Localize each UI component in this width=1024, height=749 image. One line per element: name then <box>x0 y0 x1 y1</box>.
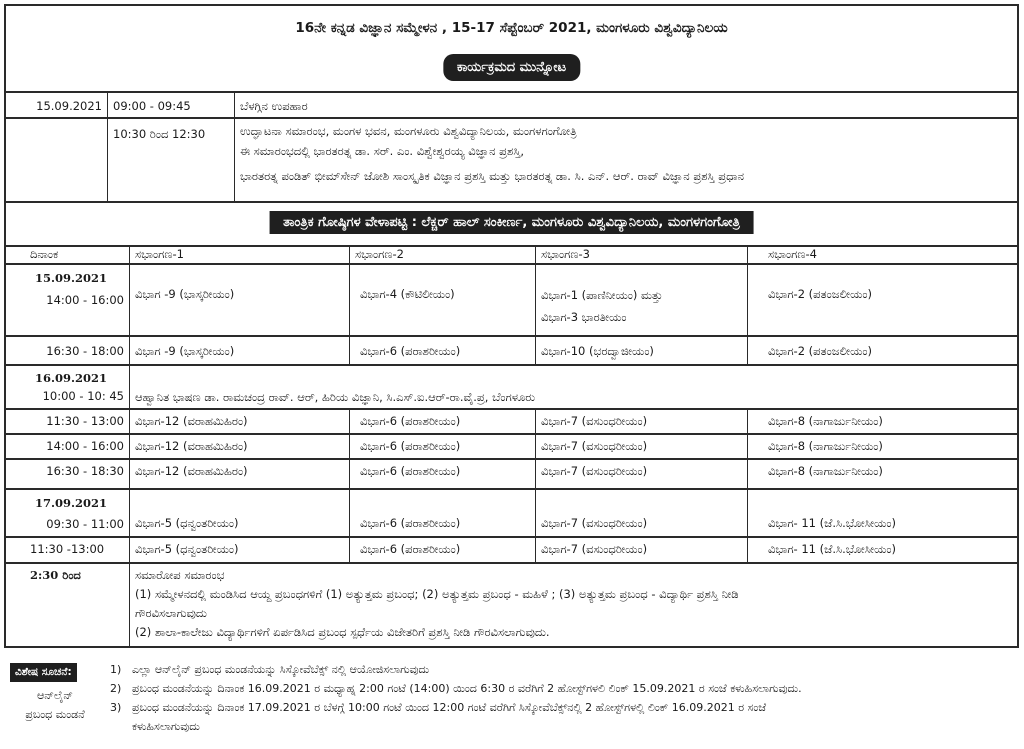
table-row <box>6 265 1017 337</box>
session-cell: ವಿಭಾಗ-8 (ನಾಗಾರ್ಜುನೀಯಂ) <box>768 464 883 478</box>
session-cell: ವಿಭಾಗ-1 (ಪಾಣಿನೀಯಂ) ಮತ್ತು ವಿಭಾಗ-3 ಭಾರತೀಯಂ <box>536 265 748 335</box>
session-cell: ವಿಭಾಗ-2 (ಪತಂಜಲೀಯಂ) <box>768 344 872 358</box>
banner-text: ತಾಂತ್ರಿಕ ಗೋಷ್ಠಿಗಳ ವೇಳಾಪಟ್ಟಿ : ಲೆಕ್ಚರ್ ಹಾಲ್ ಸಂಕೀರ್ಣ, ಮಂಗಳೂರು ವಿಶ್ವವಿದ್ಯಾನಿಲಯ, ಮಂಗಳಗಂಗೋತ್ರಿ <box>269 211 754 234</box>
empty-cell <box>6 119 108 201</box>
session-cell: ವಿಭಾಗ-10 (ಭರದ್ವಾಜೀಯಂ) <box>536 337 748 364</box>
note-item: 3) ಪ್ರಬಂಧ ಮಂಡನೆಯನ್ನು ದಿನಾಂಕ 17.09.2021 ರ ಬೆಳಗ್ಗೆ 10:00 ಗಂಟೆ ಯಿಂದ 12:00 ಗಂಟೆ ವರೆಗಿಗೆ ಸಿಸ್ಕೋವೆಬೆಕ್ಸ್‌ನಲ್ಲಿ 2 ಹೋಸ್ಟ್‌ಗಳಲ್ಲಿ ಲಿಂಕ್ 16.09.2021 ರ ಸಂಜೆ <box>110 701 767 714</box>
date-time-cell: 16.09.2021 10:00 - 10: 45 <box>6 366 130 408</box>
session-cell: ವಿಭಾಗ-12 (ವರಾಹಮಿಹಿರಂ) <box>130 435 350 458</box>
note-item: 1) ಎಲ್ಲಾ ಆನ್‌ಲೈನ್ ಪ್ರಬಂಧ ಮಂಡನೆಯನ್ನು ಸಿಸ್ಕೋವೆಬೆಕ್ಸ್ ನಲ್ಲಿ ಆಯೋಜಿಸಲಾಗುವುದು <box>110 663 430 676</box>
date-time-cell: 15.09.2021 14:00 - 16:00 <box>6 265 130 335</box>
session-cell: ವಿಭಾಗ-4 (ಕೌಟಿಲೀಯಂ) <box>350 265 536 335</box>
header-hall-4: ಸಭಾಂಗಣ-4 <box>768 247 817 261</box>
session-cell: ವಿಭಾಗ-8 (ನಾಗಾರ್ಜುನೀಯಂ) <box>768 439 883 453</box>
closing-time: 2:30 ರಿಂದ <box>6 564 130 646</box>
time-cell: 16:30 - 18:30 <box>6 460 130 488</box>
special-notes-tag: ವಿಶೇಷ ಸೂಚನೆ: <box>10 663 77 682</box>
programme-overview-badge: ಕಾರ್ಯಕ್ರಮದ ಮುನ್ನೋಟ <box>443 54 580 81</box>
date-time-cell: 17.09.2021 09:30 - 11:00 <box>6 490 130 536</box>
keynote-cell: ಆಹ್ವಾನಿತ ಭಾಷಣ ಡಾ. ರಾಮಚಂದ್ರ ರಾವ್. ಆರ್, ಹಿರಿಯ ವಿಜ್ಞಾನಿ, ಸಿ.ಎಸ್.ಐ.ಆರ್-ರಾ.ವೈ.ಪ್ರ, ಬೆಂಗಳೂರು <box>135 390 536 404</box>
session-cell: ವಿಭಾಗ-6 (ಪರಾಶರೀಯಂ) <box>350 337 536 364</box>
session-cell: ವಿಭಾಗ-6 (ಪರಾಶರೀಯಂ) <box>350 460 536 488</box>
session-cell: ವಿಭಾಗ-7 (ವಸುಂಧರೀಯಂ) <box>536 435 748 458</box>
session-cell: ವಿಭಾಗ -9 (ಭಾಸ್ಕರೀಯಂ) <box>130 337 350 364</box>
session-cell: ವಿಭಾಗ-6 (ಪರಾಶರೀಯಂ) <box>350 538 536 562</box>
technical-sessions-banner <box>6 203 1017 247</box>
session-cell: ವಿಭಾಗ-12 (ವರಾಹಮಿಹಿರಂ) <box>130 460 350 488</box>
note-item-continuation: ಕಳುಹಿಸಲಾಗುವುದು <box>132 720 200 733</box>
note-item: 2) ಪ್ರಬಂಧ ಮಂಡನೆಯನ್ನು ದಿನಾಂಕ 16.09.2021 ರ ಮಧ್ಯಾಹ್ನ 2:00 ಗಂಟೆ (14:00) ಯಿಂದ 6:30 ರ ವರೆಗಿಗೆ 2 ಹೋಸ್ಟ್‌ಗಳಲಿ ಲಿಂಕ್ 15.09.2021 ರ ಸಂಜೆ ಕಳುಹಿಸಲಾಗುವುದು. <box>110 682 802 695</box>
document-title: 16ನೇ ಕನ್ನಡ ವಿಜ್ಞಾನ ಸಮ್ಮೇಳನ , 15-17 ಸೆಪ್ಟೆಂಬರ್ 2021, ಮಂಗಳೂರು ವಿಶ್ವವಿದ್ಯಾನಿಲಯ <box>295 20 728 36</box>
table-row <box>6 337 1017 366</box>
opening-date: 15.09.2021 <box>6 91 108 117</box>
session-cell: ವಿಭಾಗ-6 (ಪರಾಶರೀಯಂ) <box>350 490 536 536</box>
header-hall-2: ಸಭಾಂಗಣ-2 <box>350 245 536 263</box>
session-cell: ವಿಭಾಗ-2 (ಪತಂಜಲೀಯಂ) <box>768 287 872 301</box>
session-cell: ವಿಭಾಗ-8 (ನಾಗಾರ್ಜುನೀಯಂ) <box>768 414 883 428</box>
breakfast-row <box>6 91 1017 119</box>
time-cell: 11:30 - 13:00 <box>6 410 130 433</box>
session-cell: ವಿಭಾಗ- 11 (ಜೆ.ಸಿ.ಭೋಸೀಯಂ) <box>768 516 897 530</box>
online-label: ಆನ್‌ಲೈನ್ <box>36 689 74 702</box>
table-row <box>6 435 1017 460</box>
session-cell: ವಿಭಾಗ-7 (ವಸುಂಧರೀಯಂ) <box>536 538 748 562</box>
table-row <box>6 538 1017 564</box>
keynote-row <box>6 366 1017 410</box>
presentation-label: ಪ್ರಬಂಧ ಮಂಡನೆ <box>25 708 85 721</box>
closing-details: ಸಮಾರೋಪ ಸಮಾರಂಭ (1) ಸಮ್ಮೇಳನದಲ್ಲಿ ಮಂಡಿಸಿದ ಆಯ್ದ ಪ್ರಬಂಧಗಳಿಗೆ (1) ಅತ್ಯುತ್ತಮ ಪ್ರಬಂಧ; (2) ಅತ್ಯುತ್ತಮ ಪ್ರಬಂಧ - ಮಹಿಳೆ ; (3) ಅತ್ಯುತ್ತಮ ಪ್ರಬಂಧ - ವಿದ್ಯಾರ್ಥಿ ಪ್ರಶಸ್ತಿ ನೀಡಿ ಗೌರವಿಸಲಾಗುವುದು (2) ಶಾಲಾ-ಕಾಲೇಜು ವಿದ್ಯಾರ್ಥಿಗಳಿಗೆ ಏರ್ಪಡಿಸಿದ ಪ್ರಬಂಧ ಸ್ಪರ್ಧೆಯ ವಿಜೇತರಿಗೆ ಪ್ರಶಸ್ತಿ ನೀಡಿ ಗೌರವಿಸಲಾಗುವುದು. <box>135 568 739 639</box>
session-cell: ವಿಭಾಗ-6 (ಪರಾಶರೀಯಂ) <box>350 410 536 433</box>
header-date: ದಿನಾಂಕ <box>6 245 130 263</box>
time-cell: 14:00 - 16:00 <box>6 435 130 458</box>
header-hall-3: ಸಭಾಂಗಣ-3 <box>536 245 748 263</box>
session-cell: ವಿಭಾಗ-5 (ಧನ್ವಂತರೀಯಂ) <box>130 490 350 536</box>
session-cell: ವಿಭಾಗ-7 (ವಸುಂಧರೀಯಂ) <box>536 410 748 433</box>
inauguration-row <box>6 119 1017 203</box>
table-row <box>6 490 1017 538</box>
table-row <box>6 460 1017 490</box>
table-row <box>6 410 1017 435</box>
schedule-document <box>4 4 1019 648</box>
session-cell: ವಿಭಾಗ-5 (ಧನ್ವಂತರೀಯಂ) <box>130 538 350 562</box>
document-header <box>6 6 1017 93</box>
time-cell: 16:30 - 18:00 <box>6 337 130 364</box>
session-cell: ವಿಭಾಗ- 11 (ಜೆ.ಸಿ.ಭೋಸೀಯಂ) <box>768 542 897 556</box>
session-cell: ವಿಭಾಗ-6 (ಪರಾಶರೀಯಂ) <box>350 435 536 458</box>
breakfast-time: 09:00 - 09:45 <box>108 91 235 117</box>
inauguration-details: ಉದ್ಘಾಟನಾ ಸಮಾರಂಭ, ಮಂಗಳ ಭವನ, ಮಂಗಳೂರು ವಿಶ್ವವಿದ್ಯಾನಿಲಯ, ಮಂಗಳಗಂಗೋತ್ರಿ ಈ ಸಮಾರಂಭದಲ್ಲಿ ಭಾರತರತ್ನ ಡಾ. ಸರ್. ಎಂ. ವಿಶ್ವೇಶ್ವರಯ್ಯ ವಿಜ್ಞಾನ ಪ್ರಶಸ್ತಿ, ಭಾರತರತ್ನ ಪಂಡಿತ್ ಭೀಮ್‌ಸೇನ್ ಜೋಶಿ ಸಾಂಸ್ಕೃತಿಕ ವಿಜ್ಞಾನ ಪ್ರಶಸ್ತಿ ಮತ್ತು ಭಾರತರತ್ನ ಡಾ. ಸಿ. ಎನ್. ಆರ್. ರಾವ್ ವಿಜ್ಞಾನ ಪ್ರಶಸ್ತಿ ಪ್ರಧಾನ <box>240 124 744 183</box>
inauguration-time: 10:30 ರಿಂದ 12:30 <box>108 119 235 201</box>
session-cell: ವಿಭಾಗ-12 (ವರಾಹಮಿಹಿರಂ) <box>130 410 350 433</box>
session-cell: ವಿಭಾಗ -9 (ಭಾಸ್ಕರೀಯಂ) <box>130 265 350 335</box>
table-header-row <box>6 245 1017 265</box>
time-cell: 11:30 -13:00 <box>6 538 130 562</box>
session-cell: ವಿಭಾಗ-7 (ವಸುಂಧರೀಯಂ) <box>536 490 748 536</box>
header-hall-1: ಸಭಾಂಗಣ-1 <box>130 245 350 263</box>
breakfast-label: ಬೆಳಗ್ಗಿನ ಉಪಹಾರ <box>240 99 308 113</box>
session-cell: ವಿಭಾಗ-7 (ವಸುಂಧರೀಯಂ) <box>536 460 748 488</box>
closing-row <box>6 564 1017 646</box>
